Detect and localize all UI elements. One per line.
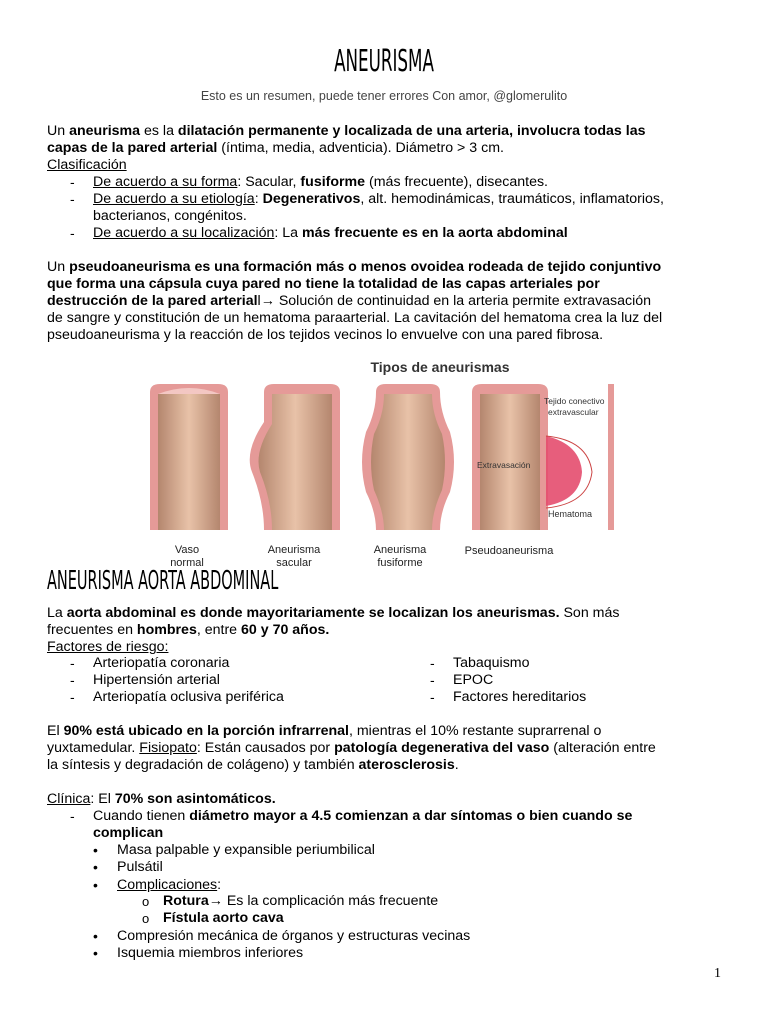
risk-right-3: Factores hereditarios — [453, 689, 587, 705]
vessel-normal — [150, 384, 228, 530]
label-extravasacion: Extravasación — [477, 460, 531, 470]
cuando-line-1: Cuando tienen diámetro mayor a 4.5 comienzan a dar síntomas o bien cuando se — [93, 808, 633, 824]
aneurysm-types-figure — [140, 352, 630, 570]
aaa-line-1: La aorta abdominal es donde mayoritariamente se localizan los aneurismas. Son más — [47, 605, 620, 621]
pseudo-line-4: de sangre y constitución de un hematoma paraarterial. La cavitación del hematoma crea la luz del — [47, 310, 663, 326]
pseudo-line-1: Un pseudoaneurisma es una formación más o menos ovoidea rodeada de tejido conjuntivo — [47, 259, 662, 275]
page-number: 1 — [714, 966, 721, 981]
label-extravascular: extravascular — [548, 407, 599, 417]
vessel-fusiform — [362, 384, 454, 530]
caption-pseudoaneurisma: Pseudoaneurisma — [464, 545, 554, 557]
complication-2: Fístula aorto cava — [163, 910, 284, 926]
list-dash: - — [70, 191, 75, 207]
aaa-line-2: frecuentes en hombres, entre 60 y 70 años. — [47, 622, 330, 638]
list-dash: - — [70, 655, 75, 671]
bullet-dot: • — [93, 859, 98, 875]
caption-vaso-normal: Vaso normal — [170, 544, 204, 569]
list-dash: - — [70, 808, 75, 824]
loc-line-3: la síntesis y degradación de colágeno) y también aterosclerosis. — [47, 757, 459, 773]
list-dash: - — [70, 174, 75, 190]
clasif-item-etiologia-cont: bacterianos, congénitos. — [93, 208, 247, 224]
clinica-line: Clínica: El 70% son asintomáticos. — [47, 791, 276, 807]
label-tejido: Tejido conectivo — [544, 396, 605, 406]
loc-line-2: yuxtamedular. Fisiopato: Están causados por patología degenerativa del vaso (alteración entre — [47, 740, 656, 756]
pseudo-line-3: destrucción de la pared arteriall→ Solución de continuidad en la arteria permite extravasación — [47, 293, 652, 309]
list-dash: - — [430, 672, 435, 688]
complication-1: Rotura→ Es la complicación más frecuente — [163, 893, 439, 909]
caption-aneurisma-fusiforme: Aneurisma fusiforme — [373, 544, 427, 569]
list-dash: - — [70, 672, 75, 688]
list-dash: - — [430, 689, 435, 705]
loc-line-1: El 90% está ubicado en la porción infrarrenal, mientras el 10% restante suprarrenal o — [47, 723, 602, 739]
clasif-item-localizacion: De acuerdo a su localización: La más frecuente es en la aorta abdominal — [93, 225, 568, 241]
cuando-line-2: complican — [93, 825, 164, 841]
label-hematoma: Hematoma — [548, 509, 593, 519]
symptom-1: Masa palpable y expansible periumbilical — [117, 842, 375, 858]
vessel-pseudoaneurysm — [472, 384, 614, 530]
clasif-item-etiologia: De acuerdo a su etiología: Degenerativos, alt. hemodinámicas, traumáticos, inflamatorios, — [93, 191, 664, 207]
symptom-5: Isquemia miembros inferiores — [117, 945, 304, 961]
clasif-item-forma: De acuerdo a su forma: Sacular, fusiforme (más frecuente), disecantes. — [93, 174, 549, 190]
factores-heading: Factores de riesgo: — [47, 639, 169, 655]
risk-right-2: EPOC — [453, 672, 494, 688]
arrow-icon: → — [208, 893, 223, 909]
list-dash: - — [70, 225, 75, 241]
bullet-dot: • — [93, 877, 98, 893]
risk-left-3: Arteriopatía oclusiva periférica — [93, 689, 284, 705]
risk-left-1: Arteriopatía coronaria — [93, 655, 230, 671]
list-dash: - — [70, 689, 75, 705]
symptom-3: Complicaciones: — [117, 877, 222, 893]
figure-title: Tipos de aneurismas — [370, 359, 510, 375]
pseudo-line-2: que forma una cápsula cuya pared no tiene la totalidad de las capas arteriales por — [47, 276, 600, 292]
clasificacion-heading: Clasificación — [47, 157, 127, 173]
arrow-icon: → — [260, 293, 275, 309]
intro-line-1: Un aneurisma es la dilatación permanente y localizada de una arteria, involucra todas las — [47, 123, 646, 139]
risk-left-2: Hipertensión arterial — [93, 672, 220, 688]
intro-line-2: capas de la pared arterial (íntima, media, adventicia). Diámetro > 3 cm. — [47, 140, 504, 156]
symptom-4: Compresión mecánica de órganos y estructuras vecinas — [117, 928, 471, 944]
symptom-2: Pulsátil — [117, 859, 163, 875]
page-subtitle: Esto es un resumen, puede tener errores Con amor, @glomerulito — [200, 89, 568, 103]
bullet-o: o — [142, 911, 150, 926]
risk-right-1: Tabaquismo — [453, 655, 530, 671]
bullet-dot: • — [93, 842, 98, 858]
pseudo-line-5: pseudoaneurisma y la reacción de los tejidos vecinos lo envuelve con una pared fibrosa. — [47, 327, 604, 343]
caption-aneurisma-sacular: Aneurisma sacular — [267, 544, 321, 569]
list-dash: - — [430, 655, 435, 671]
section-heading-aaa: ANEURISMA AORTA ABDOMINAL — [47, 566, 279, 596]
bullet-dot: • — [93, 928, 98, 944]
bullet-o: o — [142, 894, 150, 909]
bullet-dot: • — [93, 945, 98, 961]
vessel-sacular — [250, 384, 340, 530]
page-title: ANEURISMA — [334, 44, 434, 79]
